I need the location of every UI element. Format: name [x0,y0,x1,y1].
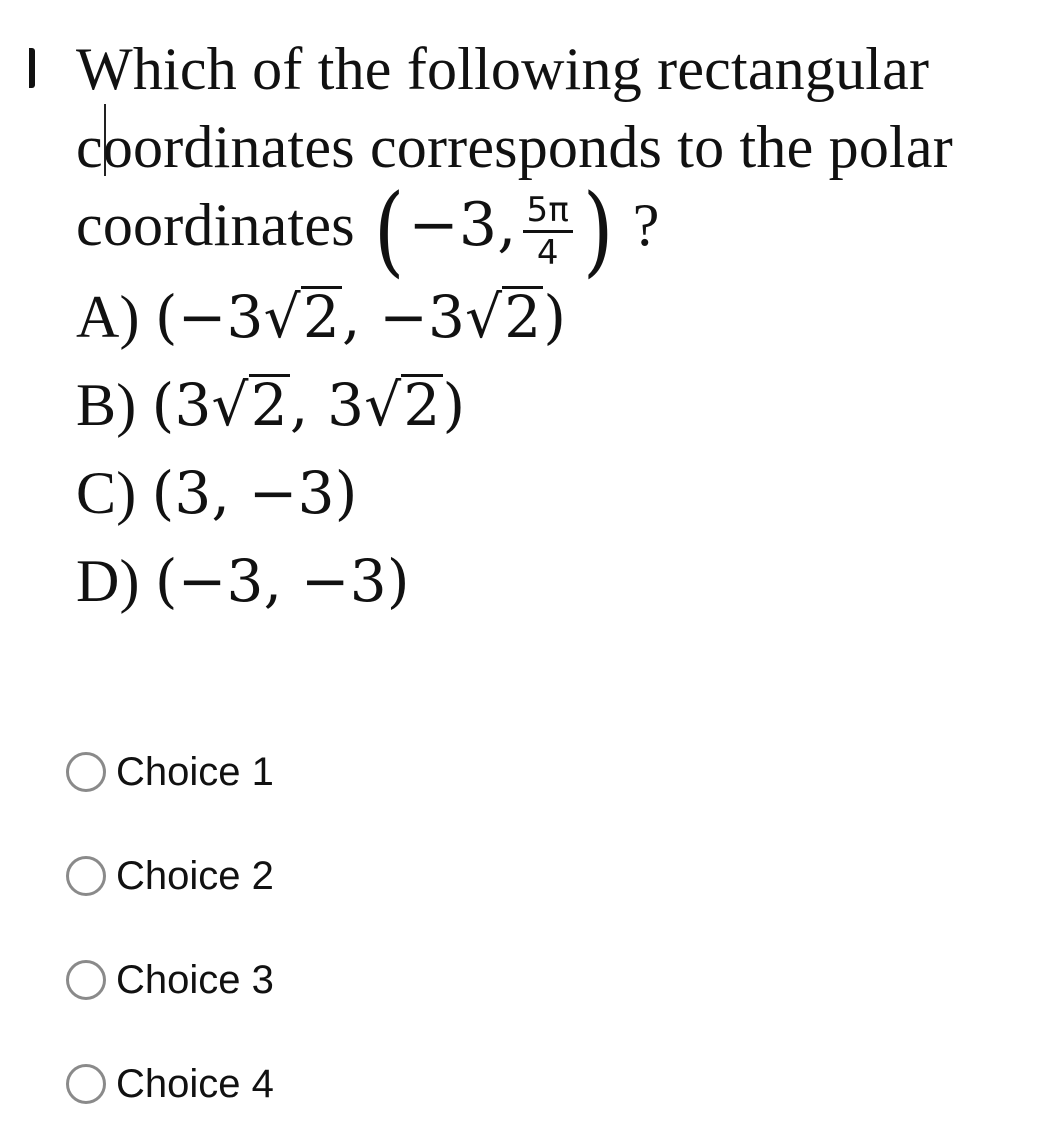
answer-choices [66,720,274,1136]
option-c-letter: C) [76,459,137,526]
question-line-2: coordinates corresponds to the polar [76,114,953,180]
radio-circle-icon[interactable] [66,856,106,896]
choice-3-label[interactable]: Choice 3 [116,957,274,1002]
option-b-letter: B) [76,371,137,438]
option-a-y-radicand: 2 [504,282,542,351]
option-a-open: ( [154,282,178,351]
polar-theta-denominator: 4 [536,232,559,273]
radio-circle-icon[interactable] [66,1064,106,1104]
option-a-x-radicand: 2 [302,282,340,351]
option-a-y-sqrt: √2 [465,282,542,351]
question-line-3-prefix: coordinates [76,192,355,258]
choice-2-label[interactable]: Choice 2 [116,853,274,898]
option-b-sep: , [289,370,328,439]
radio-circle-icon[interactable] [66,752,106,792]
polar-theta-fraction [523,190,574,273]
option-a-sep: , [341,282,380,351]
option-a-y-coef: −3 [379,282,466,351]
option-c-value: (3, −3) [151,458,358,527]
option-b-value [152,371,466,439]
polar-r-value: −3, [408,190,517,260]
choice-4-label[interactable]: Choice 4 [116,1061,274,1106]
choice-1-label[interactable]: Choice 1 [116,749,274,794]
option-b-y-radicand: 2 [403,370,441,439]
question-line-1: Which of the following rectangular [76,36,930,102]
option-a-value [155,283,566,351]
choice-3[interactable] [66,928,274,1032]
choice-1[interactable] [66,720,274,824]
radio-circle-icon[interactable] [66,960,106,1000]
option-a-x-sqrt: √2 [263,282,340,351]
question-line-3 [76,174,1046,289]
choice-4[interactable] [66,1032,274,1136]
option-b-x-radicand: 2 [250,370,288,439]
option-c [76,449,1046,537]
option-b-x-sqrt: √2 [211,370,288,439]
polar-theta-numerator: 5π [523,190,574,233]
option-b-close: ) [442,370,466,439]
choice-2[interactable] [66,824,274,928]
option-d-value: (−3, −3) [154,546,410,615]
polar-open-paren: ( [373,174,405,289]
option-a-letter: A) [76,283,140,350]
option-d-letter: D) [76,547,140,614]
option-b-y-coef: 3 [327,370,365,439]
option-b-x-coef: 3 [174,370,212,439]
option-b [76,361,1046,449]
option-d [76,537,1046,625]
option-a [76,273,1046,361]
option-b-y-sqrt: √2 [364,370,441,439]
option-a-x-coef: −3 [177,282,264,351]
option-b-open: ( [151,370,175,439]
option-a-close: ) [543,282,567,351]
polar-close-paren: ) [582,174,614,289]
edge-marker [29,48,35,88]
question-block [76,30,1046,625]
question-mark: ? [632,192,660,258]
